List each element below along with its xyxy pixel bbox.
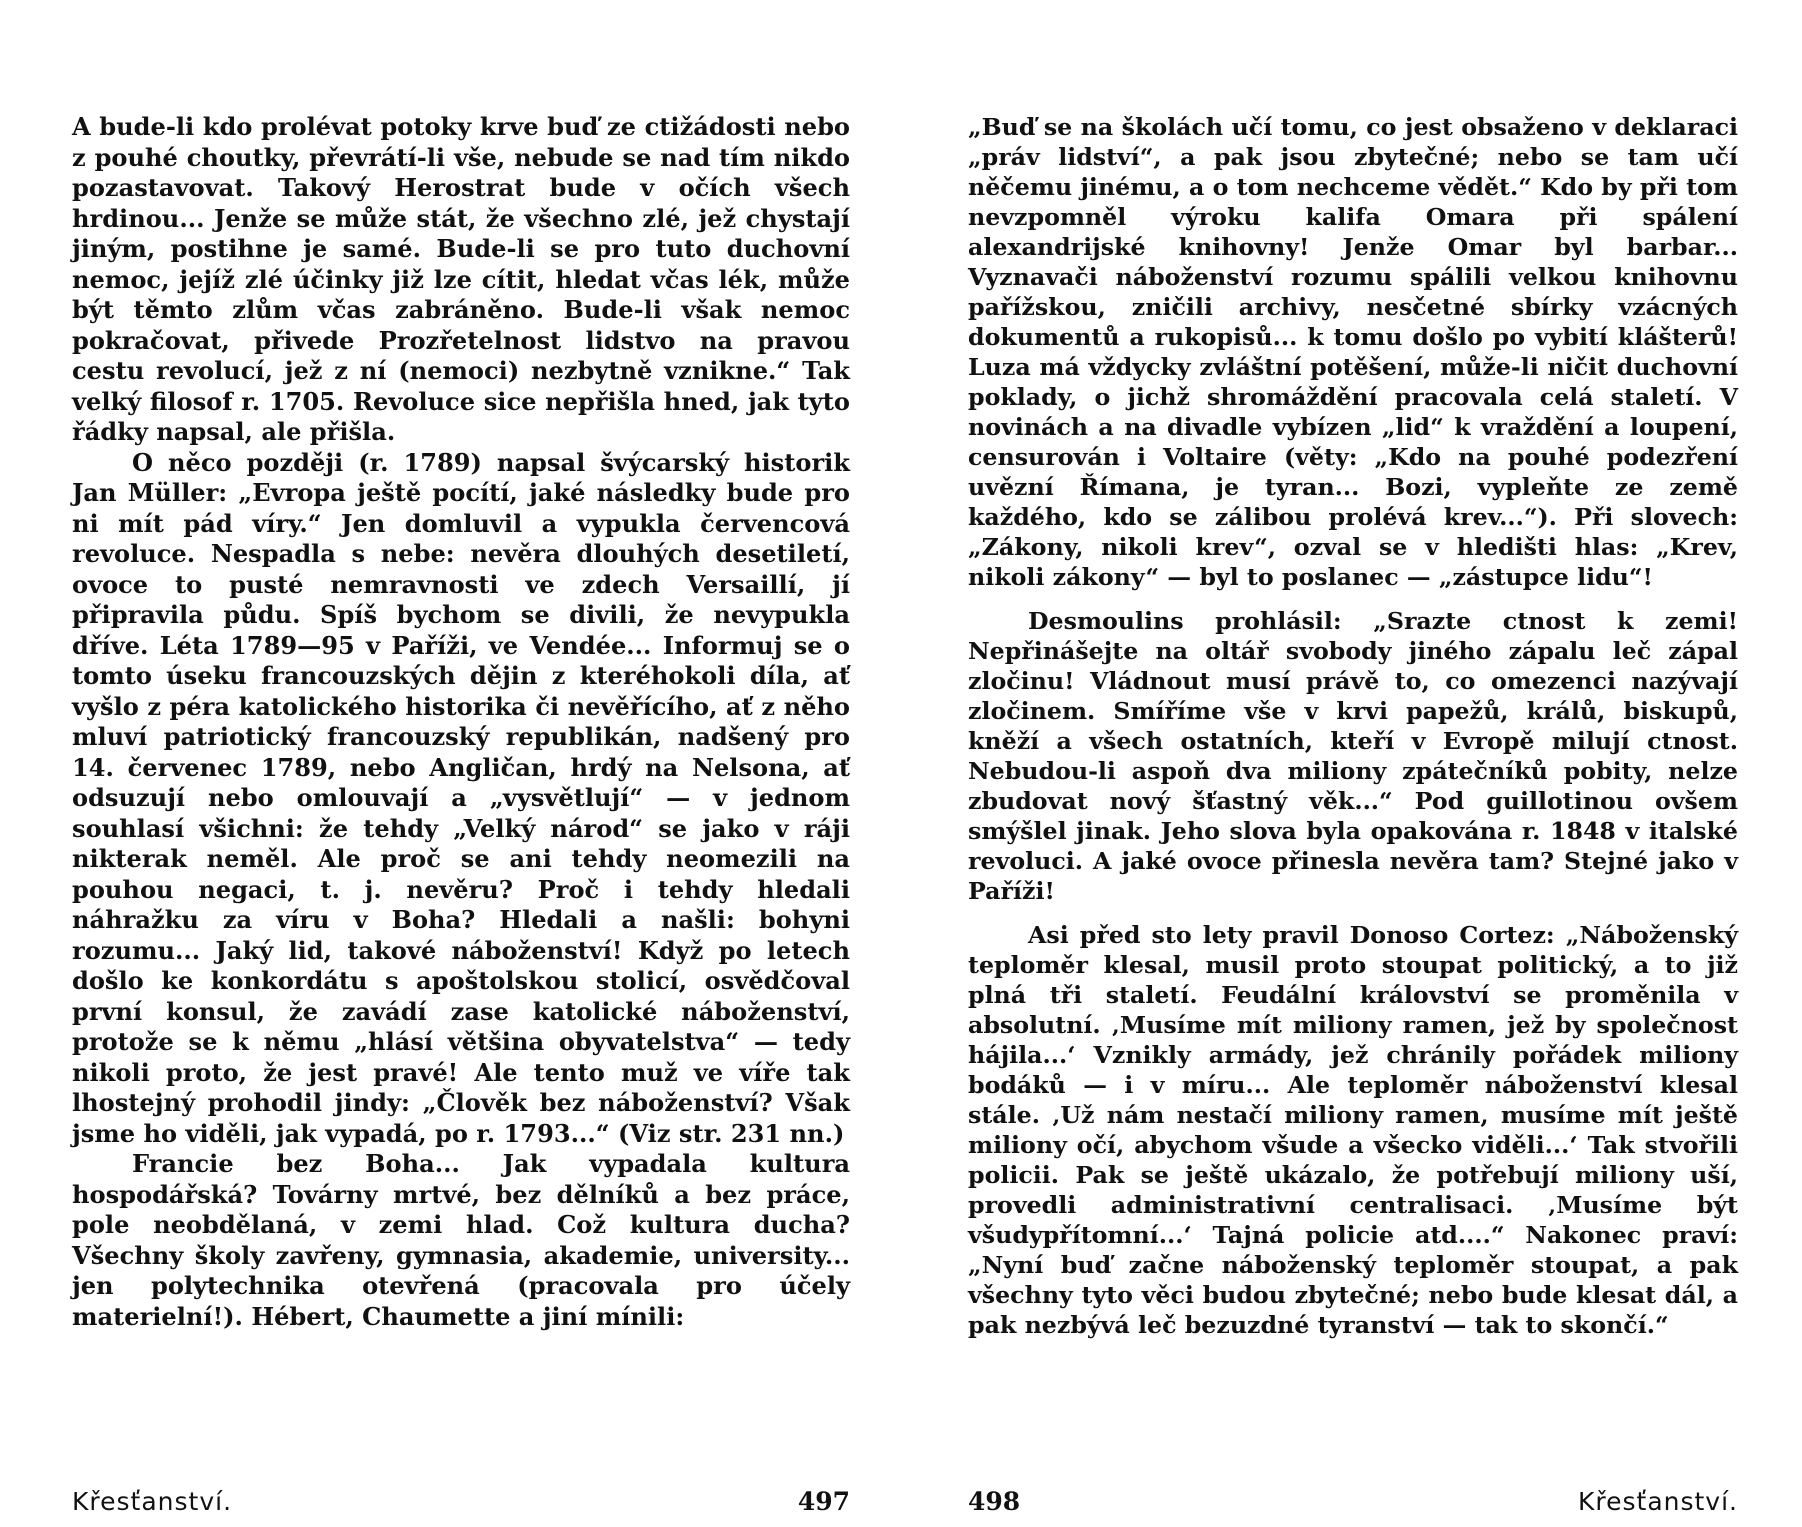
right-page-text (968, 112, 1738, 1340)
paragraph: Francie bez Boha... Jak vypadala kultura hospodářská? Továrny mrtvé, bez dělníků a bez práce, pole neobdělaná, v zemi hlad. Což kultura ducha? Všechny školy zavřeny, gymnasia, akademie, university... jen polytechnika otevřená (pracovala pro účely materielní!). Hébert, Chaumette a jiní mínili: (72, 1149, 850, 1331)
paragraph: Desmoulins prohlásil: „Srazte ctnost k zemi! Nepřinášejte na oltář svobody jiného zápalu leč zápal zločinu! Vládnout musí právě to, co omezenci nazývají zločinem. Smíříme vše v krvi papežů, králů, biskupů, kněží a všech ostatních, kteří v Evropě milují ctnost. Nebudou-li aspoň dva miliony zpátečníků pobity, nelze zbudovat nový šťastný věk...“ Pod guillotinou ovšem smýšlel jinak. Jeho slova byla opakována r. 1848 v italské revoluci. A jaké ovoce přinesla nevěra tam? Stejné jako v Paříži! (968, 607, 1738, 905)
paragraph: O něco později (r. 1789) napsal švýcarský historik Jan Müller: „Evropa ještě pocítí, jaké následky bude pro ni mít pád víry.“ Jen domluvil a vypukla červencová revoluce. Nespadla s nebe: nevěra dlouhých desetiletí, ovoce to pusté nemravnosti ve zdech Versaillí, jí připravila půdu. Spíš bychom se divili, že nevypukla dříve. Léta 1789—95 v Paříži, ve Vendée... Informuj se o tomto úseku francouzských dějin z kteréhokoli díla, ať vyšlo z péra katolického historika či nevěřícího, ať z něho mluví patriotický francouzský republikán, nadšený pro 14. červenec 1789, nebo Angličan, hrdý na Nelsona, ať odsuzují nebo omlouvají a „vysvětlují“ — v jednom souhlasí všichni: že tehdy „Velký národ“ se jako v ráji nikterak neměl. Ale proč se ani tehdy neomezili na pouhou negaci, t. j. nevěru? Proč i tehdy hledali náhražku za víru v Boha? Hledali a našli: bohyni rozumu... Jaký lid, takové náboženství! Když po letech došlo ke konkordátu s apoštolskou stolicí, osvědčoval první konsul, že zavádí zase katolické náboženství, protože se k němu „hlásí většina obyvatelstva“ — tedy nikoli proto, že jest pravé! Ale tento muž ve víře tak lhostejný prohodil jindy: „Člověk bez náboženství? Však jsme ho viděli, jak vypadá, po r. 1793...“ (Viz str. 231 nn.) (72, 447, 850, 1148)
left-page-footer (72, 1487, 850, 1527)
paragraph: Asi před sto lety pravil Donoso Cortez: „Náboženský teploměr klesal, musil proto stoupat politický, a to již plná tři staletí. Feudální království se proměnila v absolutní. ‚Musíme mít miliony ramen, jež by společnost hájila...‘ Vznikly armády, jež chránily pořádek miliony bodáků — i v míru... Ale teploměr náboženství klesal stále. ‚Už nám nestačí miliony ramen, musíme mít ještě miliony očí, abychom všude a všecko viděli...‘ Tak stvořili policii. Pak se ještě ukázalo, že potřebují miliony uší, provedli administrativní centralisaci. ‚Musíme být všudypřítomní...‘ Tajná policie atd....“ Nakonec praví: „Nyní buď začne náboženský teploměr stoupat, a pak všechny tyto věci budou zbytečné; nebo bude klesat dál, a pak nezbývá leč bezuzdné tyranství — tak to skončí.“ (968, 921, 1738, 1339)
left-page-text (72, 112, 850, 1332)
right-page-footer (968, 1487, 1738, 1527)
running-footer-title: Křesťanství. (1577, 1487, 1738, 1516)
running-footer-title: Křesťanství. (72, 1487, 233, 1516)
paragraph: „Buď se na školách učí tomu, co jest obsaženo v deklaraci „práv lidství“, a pak jsou zbytečné; nebo se tam učí něčemu jinému, a o tom nechceme vědět.“ Kdo by při tom nevzpomněl výroku kalifa Omara při spálení alexandrijské knihovny! Jenže Omar byl barbar... Vyznavači náboženství rozumu spálili velkou knihovnu pařížskou, zničili archivy, nesčetné sbírky vzácných dokumentů a rukopisů... k tomu došlo po vybití klášterů! Luza má vždycky zvláštní potěšení, může-li ničit duchovní poklady, o jichž shromáždění pracovala celá staletí. V novinách a na divadle vybízen „lid“ k vraždění a loupení, censurován i Voltaire (věty: „Kdo na pouhé podezření uvězní Římana, je tyran... Bozi, vypleňte ze země každého, kdo se zálibou prolévá krev...“). Při slovech: „Zákony, nikoli krev“, ozval se v hledišti hlas: „Krev, nikoli zákony“ — byl to poslanec — „zástupce lidu“! (968, 113, 1738, 591)
page-number: 498 (968, 1487, 1021, 1516)
paragraph: A bude-li kdo prolévat potoky krve buď ze ctižádosti nebo z pouhé choutky, převrátí-li vše, nebude se nad tím nikdo pozastavovat. Takový Herostrat bude v očích všech hrdinou... Jenže se může stát, že všechno zlé, jež chystají jiným, postihne je samé. Bude-li se pro tuto duchovní nemoc, jejíž zlé účinky již lze cítit, hledat včas lék, může být těmto zlům včas zabráněno. Bude-li však nemoc pokračovat, přivede Prozřetelnost lidstvo na pravou cestu revolucí, jež z ní (nemoci) nezbytně vznikne.“ Tak velký filosof r. 1705. Revoluce sice nepřišla hned, jak tyto řádky napsal, ale přišla. (72, 112, 850, 446)
left-page (72, 112, 850, 1516)
page-number: 497 (797, 1487, 850, 1516)
right-page (968, 112, 1738, 1516)
